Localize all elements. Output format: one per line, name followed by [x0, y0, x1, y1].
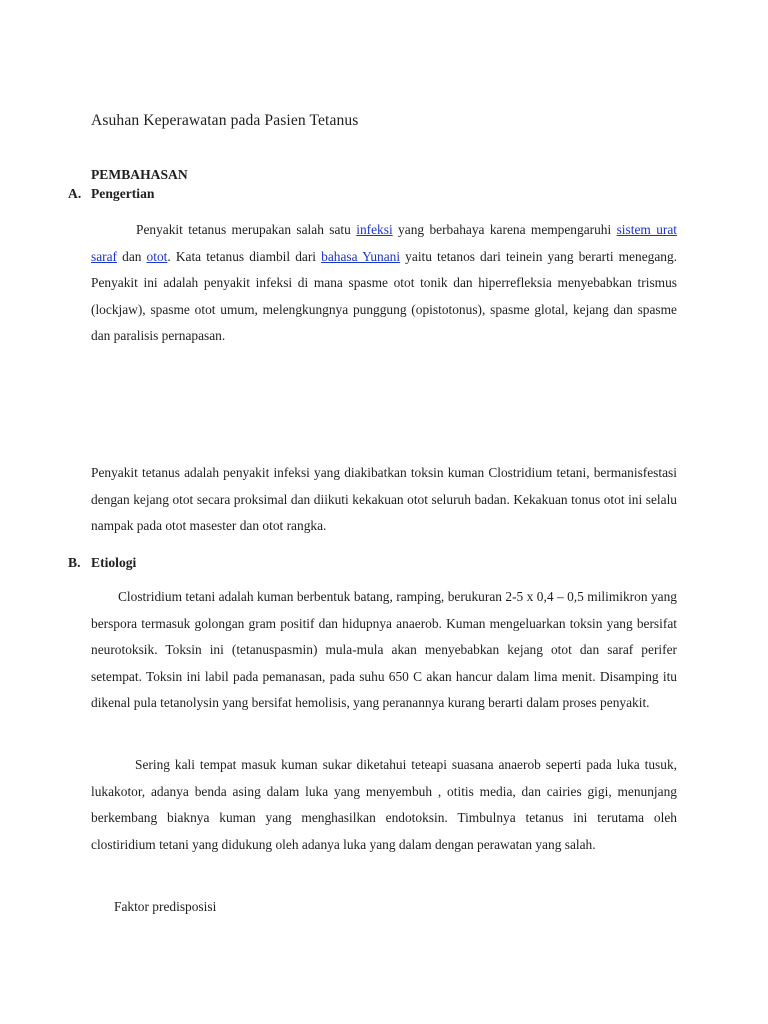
link-infeksi[interactable]: infeksi — [356, 222, 393, 237]
heading-pengertian — [68, 186, 154, 202]
paragraph-pengertian-2: Penyakit tetanus adalah penyakit infeksi yang diakibatkan toksin kuman Clostridium tetani, bermanisfestasi dengan kejang otot secara proksimal dan diikuti kekakuan otot seluruh badan. Kekakuan tonus otot ini selalu nampak pada otot masester dan otot rangka. — [91, 465, 677, 533]
link-otot[interactable]: otot — [146, 248, 168, 264]
document-title: Asuhan Keperawatan pada Pasien Tetanus — [91, 112, 359, 129]
subheading-faktor-predisposisi: Faktor predisposisi — [114, 899, 217, 914]
paragraph-text: . Kata tetanus diambil dari — [167, 248, 322, 264]
heading-text: Etiologi — [91, 555, 137, 570]
paragraph-text: Penyakit tetanus merupakan salah satu — [136, 222, 357, 237]
heading-text: Pengertian — [91, 186, 155, 201]
paragraph-text: yaitu tetanos dari teinein yang berarti menegang. Penyakit ini adalah penyakit infeksi di mana spasme otot tonik dan hiperrefleksia menyebabkan trismus (lockjaw), spasme otot umum, melengkungnya punggung (opistotonus), spasme glotal, kejang dan spasme dan paralisis pernapasan. — [91, 248, 678, 343]
heading-letter: A. — [68, 186, 82, 201]
heading-letter: B. — [68, 555, 81, 570]
section-label: PEMBAHASAN — [91, 167, 188, 182]
paragraph-text: yang berbahaya karena mempengaruhi — [392, 222, 617, 237]
link-sistem-urat-saraf[interactable]: sistem urat saraf — [91, 222, 678, 264]
paragraph-etiologi-2: Sering kali tempat masuk kuman sukar diketahui teteapi suasana anaerob seperti pada luka tusuk, lukakotor, adanya benda asing dalam luka yang menyembuh , otitis media, dan cairies gigi, menunjang berkembang biaknya kuman yang menghasilkan endotoksin. Timbulnya tetanus ini terutama oleh clostiridium tetani yang didukung oleh adanya luka yang dalam dengan perawatan yang salah. — [91, 757, 677, 852]
heading-etiologi — [68, 555, 136, 571]
paragraph-pengertian-1 — [91, 217, 677, 350]
paragraph-text: dan — [117, 248, 147, 264]
link-bahasa-yunani[interactable]: bahasa Yunani — [321, 248, 401, 264]
paragraph-etiologi-1: Clostridium tetani adalah kuman berbentuk batang, ramping, berukuran 2-5 x 0,4 – 0,5 milimikron yang berspora termasuk golongan gram positif dan hidupnya anaerob. Kuman mengeluarkan toksin yang bersifat neurotoksik. Toksin ini (tetanuspasmin) mula-mula akan menyebabkan kejang otot dan saraf perifer setempat. Toksin ini labil pada pemanasan, pada suhu 650 C akan hancur dalam lima menit. Disamping itu dikenal pula tetanolysin yang bersifat hemolisis, yang peranannya kurang berarti dalam proses penyakit. — [91, 589, 677, 710]
